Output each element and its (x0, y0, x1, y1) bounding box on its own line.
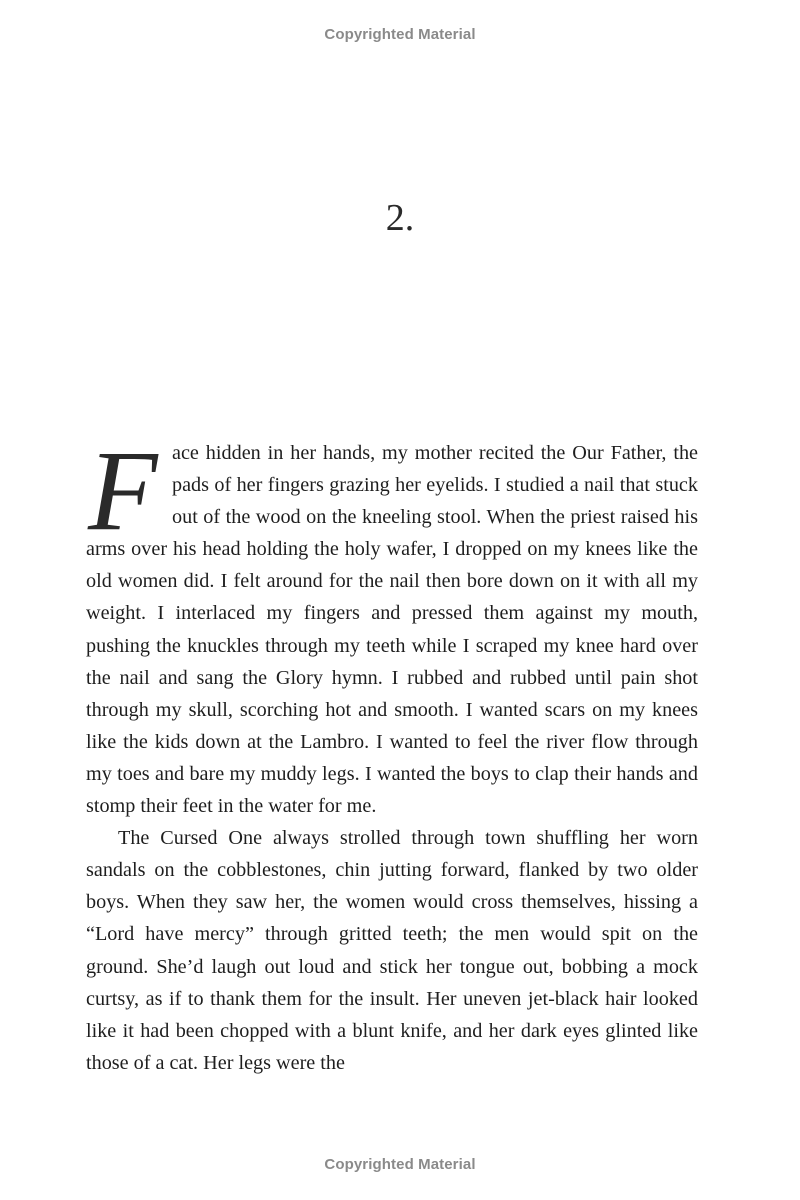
drop-cap: F (88, 427, 158, 554)
paragraph-2-text: The Cursed One always strolled through town shuffling her worn sandals on the cobblestones, chin jutting forward, flanked by two older boys. When they saw her, the women would cross themselves, hissing a “Lord have mercy” through gritted teeth; the men would spit on the ground. She’d laugh out loud and stick her tongue out, bobbing a mock curtsy, as if to thank them for the insult. Her uneven jet-black hair looked like it had been chopped with a blunt knife, and her dark eyes glinted like those of a cat. Her legs were the (86, 827, 698, 1074)
body-text (86, 427, 698, 1079)
copyright-watermark-top: Copyrighted Material (324, 26, 476, 43)
chapter-number: 2. (385, 197, 415, 239)
copyright-watermark-bottom: Copyrighted Material (324, 1156, 476, 1173)
paragraph-1 (86, 427, 698, 822)
paragraph-1-text: ace hidden in her hands, my mother recited the Our Father, the pads of her fingers grazing her eyelids. I studied a nail that stuck out of the wood on the kneeling stool. When the priest raised his arms over his head holding the holy wafer, I dropped on my knees like the old women did. I felt around for the nail then bore down on it with all my weight. I interlaced my fingers and pressed them against my mouth, pushing the knuckles through my teeth while I scraped my knee hard over the nail and sang the Glory hymn. I rubbed and rubbed until pain shot through my skull, scorching hot and smooth. I wanted scars on my knees like the kids down at the Lambro. I wanted to feel the river flow through my toes and bare my muddy legs. I wanted the boys to clap their hands and stomp their feet in the water for me. (86, 442, 698, 818)
paragraph-2 (86, 822, 698, 1079)
